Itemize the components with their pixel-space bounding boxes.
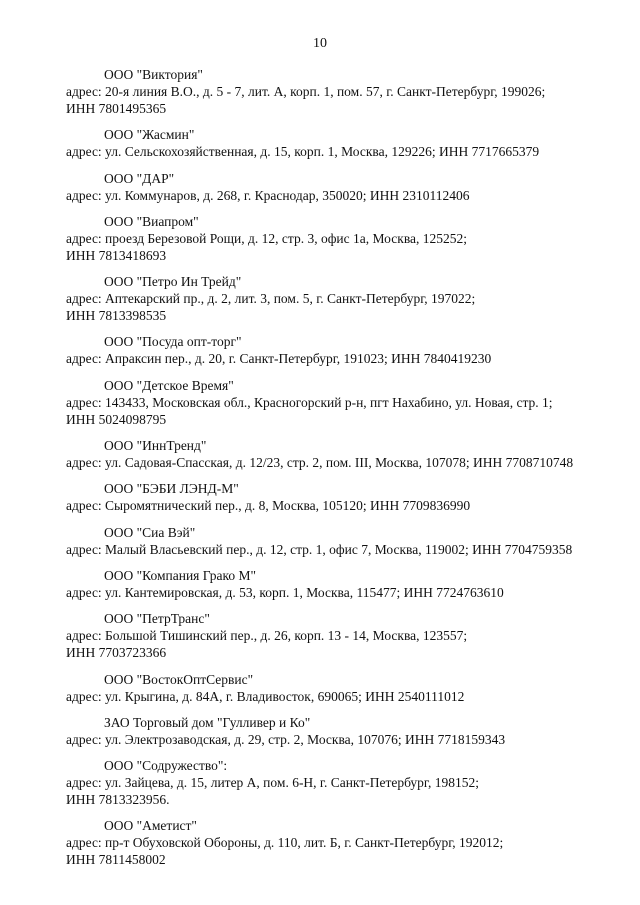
company-entry [66,377,606,428]
company-name: ООО "ВостокОптСервис" [104,671,254,687]
company-entry [66,714,606,748]
company-address: адрес: 143433, Московская обл., Красногорский р-н, пгт Нахабино, ул. Новая, стр. 1; [66,394,553,410]
company-name: ООО "БЭБИ ЛЭНД-М" [104,481,239,497]
company-entry [66,273,606,324]
company-name: ООО "ПетрТранс" [104,611,210,627]
company-name: ООО "Виапром" [104,213,199,229]
company-entry [66,333,606,367]
company-entry [66,170,606,204]
company-name: ООО "Содружество": [104,758,228,774]
company-address: адрес: проезд Березовой Рощи, д. 12, стр. 3, офис 1а, Москва, 125252; [66,230,468,246]
company-name: ООО "Виктория" [104,67,203,82]
company-address-continuation: ИНН 5024098795 [66,411,167,427]
company-entry [66,213,606,264]
company-name: ООО "Жасмин" [104,127,195,143]
page-number: 10 [313,36,327,51]
company-address: адрес: Апраксин пер., д. 20, г. Санкт-Петербург, 191023; ИНН 7840419230 [66,351,492,367]
company-address-continuation: ИНН 7811458002 [66,852,166,868]
company-name: ООО "Петро Ин Трейд" [104,274,242,290]
company-entry [66,480,606,514]
company-name: ООО "Сиа Вэй" [104,524,196,540]
company-address: адрес: пр-т Обуховской Обороны, д. 110, лит. Б, г. Санкт-Петербург, 192012; [66,835,504,851]
company-address-continuation: ИНН 7813418693 [66,247,167,263]
company-list [66,66,606,878]
company-address: адрес: ул. Кантемировская, д. 53, корп. 1, Москва, 115477; ИНН 7724763610 [66,584,504,600]
company-address: адрес: ул. Садовая-Спасская, д. 12/23, стр. 2, пом. III, Москва, 107078; ИНН 7708710748 [66,455,574,471]
company-address-continuation: ИНН 7703723366 [66,645,167,661]
company-address: адрес: Малый Власьевский пер., д. 12, стр. 1, офис 7, Москва, 119002; ИНН 7704759358 [66,541,573,557]
company-address-continuation: ИНН 7813323956. [66,792,170,808]
company-name: ООО "Аметист" [104,818,197,834]
company-entry [66,126,606,160]
company-name: ООО "Детское Время" [104,377,234,393]
company-name: ООО "ИннТренд" [104,438,207,454]
company-address: адрес: ул. Сельскохозяйственная, д. 15, корп. 1, Москва, 129226; ИНН 7717665379 [66,144,540,160]
company-entry [66,671,606,705]
company-name: ООО "Посуда опт-торг" [104,334,242,350]
company-address-continuation: ИНН 7801495365 [66,101,167,116]
company-address: адрес: ул. Электрозаводская, д. 29, стр. 2, Москва, 107076; ИНН 7718159343 [66,731,506,747]
company-address: адрес: Большой Тишинский пер., д. 26, корп. 13 - 14, Москва, 123557; [66,628,468,644]
company-entry [66,437,606,471]
company-address: адрес: Сыромятнический пер., д. 8, Москва, 105120; ИНН 7709836990 [66,498,471,514]
company-address-continuation: ИНН 7813398535 [66,308,167,324]
company-address: адрес: ул. Крыгина, д. 84А, г. Владивосток, 690065; ИНН 2540111012 [66,688,465,704]
company-address: адрес: ул. Зайцева, д. 15, литер А, пом. 6-Н, г. Санкт-Петербург, 198152; [66,775,479,791]
company-entry [66,757,606,808]
company-entry [66,567,606,601]
company-name: ЗАО Торговый дом "Гулливер и Ко" [104,714,311,730]
company-entry [66,66,606,117]
company-name: ООО "Компания Грако М" [104,567,256,583]
company-entry [66,817,606,868]
company-address: адрес: 20-я линия В.О., д. 5 - 7, лит. А, корп. 1, пом. 57, г. Санкт-Петербург, 199026; [66,84,546,99]
company-name: ООО "ДАР" [104,170,175,186]
company-entry [66,610,606,661]
company-entry [66,524,606,558]
company-address: адрес: ул. Коммунаров, д. 268, г. Краснодар, 350020; ИНН 2310112406 [66,187,470,203]
company-address: адрес: Аптекарский пр., д. 2, лит. 3, пом. 5, г. Санкт-Петербург, 197022; [66,291,476,307]
